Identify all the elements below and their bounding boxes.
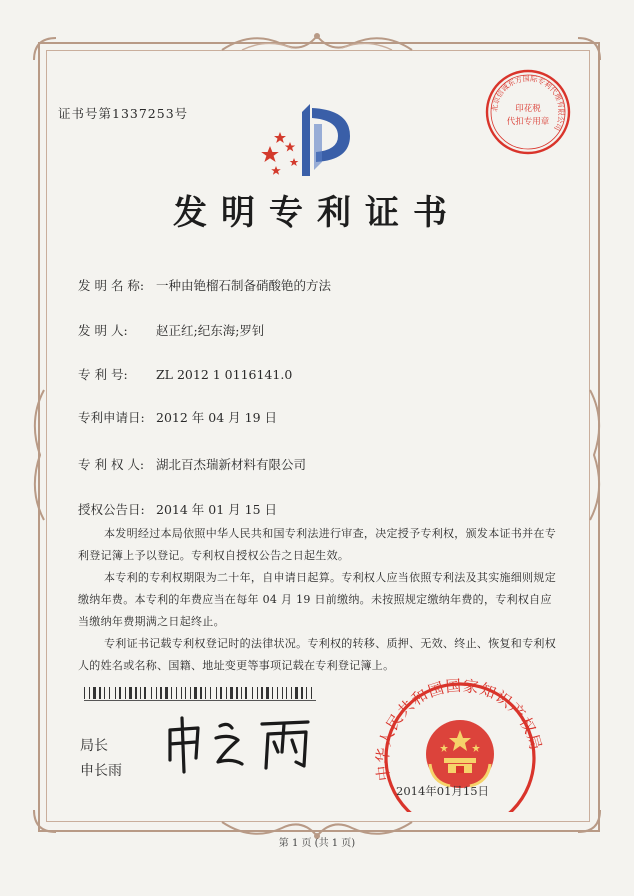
paragraph-term: 本专利的专利权期限为二十年，自申请日起算。专利权人应当依照专利法及其实施细则规定缴纳年费。本专利的年费应当在每年 04 月 19 日前缴纳。未按照规定缴纳年费的，专利权自应当缴纳年费期满之日起终止。: [78, 571, 556, 628]
page-indicator: 第 1 页 (共 1 页): [278, 838, 356, 849]
barcode-bar: [230, 687, 233, 699]
barcode-bar: [115, 687, 116, 699]
barcode-bar: [185, 687, 186, 699]
top-ornament: [212, 28, 422, 58]
barcode-bar: [252, 687, 253, 699]
barcode-bar: [205, 687, 206, 699]
barcode-bar: [226, 687, 227, 699]
handwritten-signature: [158, 712, 328, 776]
barcode-bar: [89, 687, 90, 699]
barcode-underline: [84, 700, 316, 701]
tax-stamp-center-line1: 印花税: [515, 104, 541, 114]
certificate-number: 证书号第1337253号: [58, 106, 189, 121]
field-label: 发 明 名 称:: [78, 278, 145, 293]
certificate-title: 发明专利证书: [173, 193, 461, 233]
field-label: 发 明 人:: [78, 323, 128, 338]
field-value: 2012 年 04 月 19 日: [156, 410, 277, 425]
barcode-bar: [160, 687, 162, 699]
office-seal-date: 2014年01月15日: [396, 784, 490, 798]
barcode: [84, 687, 316, 699]
barcode-bar: [171, 687, 172, 699]
body-paragraphs: [78, 523, 558, 677]
corner-ornament-bl: [30, 806, 60, 836]
barcode-bar: [241, 687, 242, 699]
patent-office-logo: [250, 100, 370, 182]
barcode-bar: [194, 687, 197, 699]
barcode-bar: [125, 687, 126, 699]
field-label: 专利申请日:: [78, 410, 145, 425]
barcode-bar: [84, 687, 85, 699]
field-inventors: [78, 321, 264, 339]
barcode-bar: [99, 687, 101, 699]
barcode-bar: [151, 687, 152, 699]
barcode-bar: [181, 687, 182, 699]
field-value: 赵正红;纪东海;罗钊: [156, 323, 265, 338]
barcode-bar: [190, 687, 191, 699]
barcode-bar: [200, 687, 202, 699]
field-value: 湖北百杰瑞新材料有限公司: [156, 457, 307, 472]
paragraph-grant: 本发明经过本局依照中华人民共和国专利法进行审查，决定授予专利权，颁发本证书并在专利登记簿上予以登记。专利权自授权公告之日起生效。: [78, 527, 556, 562]
barcode-bar: [135, 687, 137, 699]
left-ornament: [26, 380, 50, 530]
field-label: 授权公告日:: [78, 502, 145, 517]
barcode-bar: [291, 687, 292, 699]
barcode-bar: [306, 687, 307, 699]
barcode-bar: [93, 687, 96, 699]
signatory-title: 局长: [80, 738, 108, 754]
barcode-bar: [261, 687, 263, 699]
tax-stamp: [484, 68, 572, 156]
barcode-bar: [282, 687, 283, 699]
barcode-bar: [245, 687, 247, 699]
barcode-bar: [220, 687, 222, 699]
barcode-bar: [301, 687, 303, 699]
barcode-bar: [140, 687, 141, 699]
field-patent-number: [78, 365, 292, 383]
field-value: 一种由铯榴石制备硝酸铯的方法: [156, 278, 332, 293]
barcode-bar: [266, 687, 269, 699]
barcode-bar: [216, 687, 217, 699]
barcode-bar: [144, 687, 146, 699]
barcode-bar: [277, 687, 278, 699]
barcode-bar: [119, 687, 121, 699]
barcode-bar: [295, 687, 298, 699]
corner-ornament-tl: [30, 34, 60, 64]
right-ornament: [584, 380, 608, 530]
paragraph-legal-status: 专利证书记载专利权登记时的法律状况。专利权的转移、质押、无效、终止、恢复和专利权人的姓名或名称、国籍、地址变更等事项记载在专利登记簿上。: [78, 637, 556, 672]
corner-ornament-br: [574, 806, 604, 836]
barcode-bar: [272, 687, 273, 699]
signatory-name: 申长雨: [80, 763, 122, 779]
barcode-bar: [176, 687, 177, 699]
barcode-bar: [165, 687, 168, 699]
field-label: 专 利 权 人:: [78, 457, 145, 472]
tax-stamp-ring-text: 北京信诚东方国际专利代理有限公司: [489, 73, 566, 133]
barcode-bar: [104, 687, 105, 699]
barcode-bar: [129, 687, 132, 699]
field-patentee: [78, 455, 306, 473]
barcode-bar: [156, 687, 157, 699]
field-value: ZL 2012 1 0116141.0: [156, 367, 293, 382]
corner-ornament-tr: [574, 34, 604, 64]
field-invention-name: [78, 276, 331, 294]
field-label: 专 利 号:: [78, 367, 128, 382]
office-seal-ring-text: 中华人民共和国国家知识产权局: [373, 676, 546, 782]
barcode-bar: [257, 687, 258, 699]
barcode-bar: [109, 687, 110, 699]
tax-stamp-center-line2: 代扣专用章: [506, 117, 550, 127]
field-value: 2014 年 01 月 15 日: [156, 502, 277, 517]
field-announcement-date: [78, 500, 277, 518]
field-filing-date: [78, 408, 277, 426]
national-emblem: [426, 720, 494, 788]
barcode-bar: [210, 687, 211, 699]
barcode-bar: [286, 687, 287, 699]
barcode-bar: [311, 687, 312, 699]
barcode-bar: [236, 687, 238, 699]
